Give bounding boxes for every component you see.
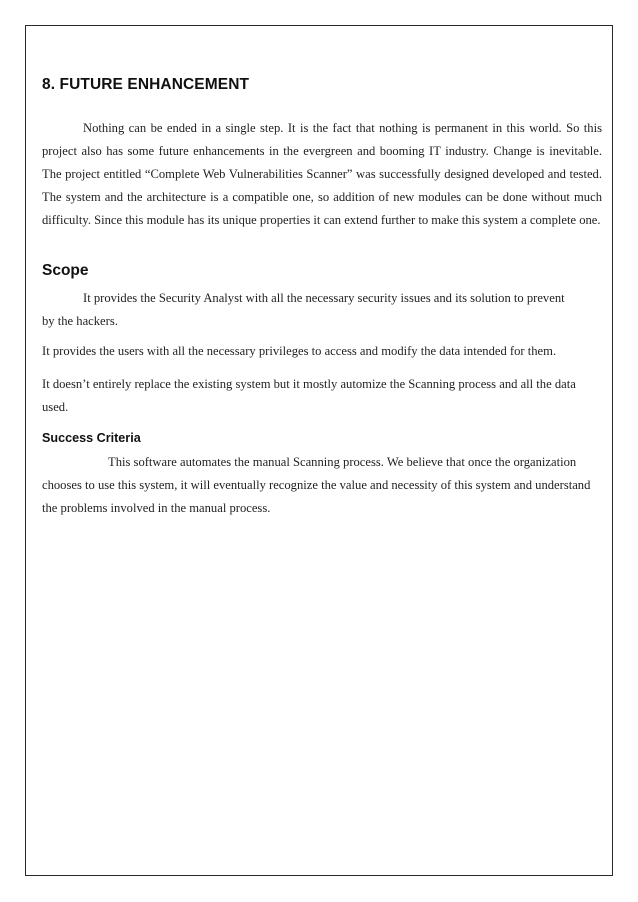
future-enhancement-paragraph: Nothing can be ended in a single step. It is the fact that nothing is permanent in this world. So this project also has some future enhancements in the evergreen and booming IT industry. Change is inevitable. The project entitled “Complete Web Vulnerabilities Scanner” was successfully designed developed and tested. The system and the architecture is a compatible one, so addition of new modules can be done without much difficulty. Since this module has its unique properties it can extend further to make this system a complete one. [42,121,602,227]
scope-heading: Scope [42,262,89,279]
scope-paragraph-2: It provides the users with all the necessary privileges to access and modify the data intended for them. [42,344,557,358]
chapter-heading: 8. FUTURE ENHANCEMENT [42,76,250,93]
scope-paragraph-1: It provides the Security Analyst with all the necessary security issues and its solution to prevent by the hackers. [42,291,565,328]
scope-paragraph-3: It doesn’t entirely replace the existing system but it mostly automize the Scanning process and all the data used. [42,377,576,414]
success-criteria-heading: Success Criteria [42,431,141,445]
success-criteria-paragraph: This software automates the manual Scanning process. We believe that once the organization chooses to use this system, it will eventually recognize the value and necessity of this system and understand the problems involved in the manual process. [42,455,591,515]
